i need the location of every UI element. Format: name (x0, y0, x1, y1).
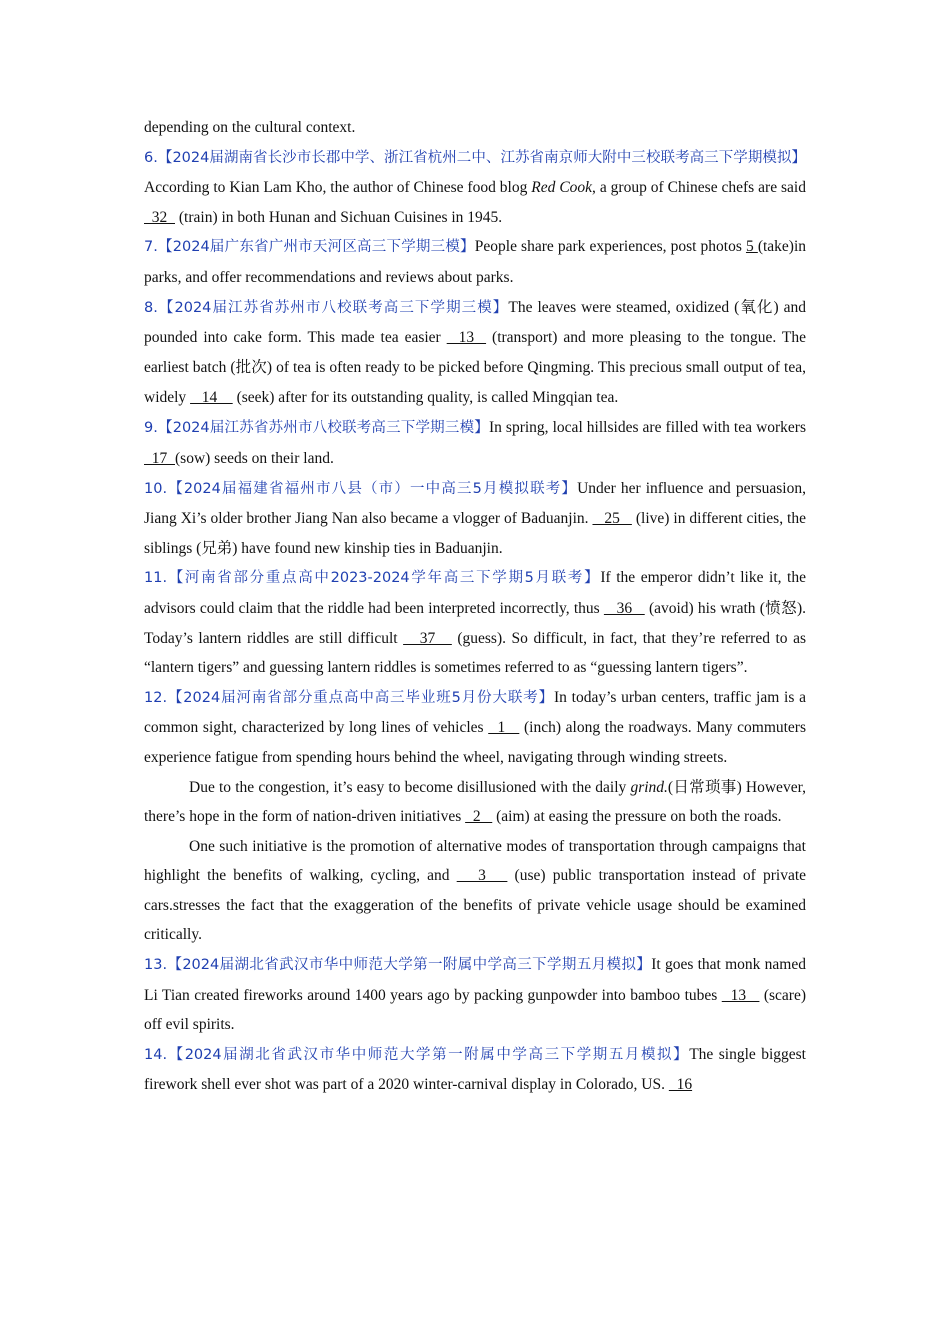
q11-blank-1: 36 (603, 599, 645, 617)
q12-number: 12. (144, 689, 168, 706)
question-6 (144, 143, 806, 233)
question-11 (144, 563, 806, 682)
q6-blog-name: Red Cook (531, 179, 593, 197)
q7-text-2: (take)in parks, and offer recommendations and reviews about parks. (144, 238, 807, 286)
q12-source: 【2024届河南省部分重点高中高三毕业班5月份大联考】 (167, 689, 554, 706)
q12-p3-text-2: (use) public transportation instead of private cars.stresses the fact that the exaggeration of the benefits of private vehicle usage should be examined critically. (144, 867, 807, 944)
q6-source: 【2024届湖南省长沙市长郡中学、浙江省杭州二中、江苏省南京师大附中三校联考高三下学期模拟】 (157, 149, 806, 166)
q13-source: 【2024届湖北省武汉市华中师范大学第一附属中学高三下学期五月模拟】 (167, 957, 652, 974)
q12-p2-italic: grind. (630, 778, 668, 796)
question-10 (144, 474, 806, 564)
q11-text-3: (guess). So difficult, in fact, that they’re referred to as “lantern tigers” and guessing lantern riddles is sometimes referred to as “guessing lantern tigers”. (144, 629, 806, 677)
q14-number: 14. (144, 1046, 168, 1063)
intro-line (144, 113, 806, 143)
q13-text-2: (scare) off evil spirits. (144, 986, 807, 1034)
q6-text-3: (train) in both Hunan and Sichuan Cuisines in 1945. (175, 208, 503, 226)
q13-number: 13. (144, 957, 168, 974)
q11-text-2: (avoid) his wrath (愤怒). Today’s lantern riddles are still difficult (144, 599, 806, 647)
q12-p2-text-3: (aim) at easing the pressure on both the roads. (492, 808, 782, 826)
q14-source: 【2024届湖北省武汉市华中师范大学第一附属中学高三下学期五月模拟】 (167, 1046, 690, 1063)
q8-text-2: (transport) and more pleasing to the tongue. The earliest batch (批次) of tea is often ready to be picked before Qingming. This precious small output of tea, widely (144, 328, 806, 407)
q14-text-1: The single biggest firework shell ever shot was part of a 2020 winter-carnival display in Colorado, US. (144, 1045, 806, 1094)
q6-number: 6. (144, 149, 158, 166)
q8-source: 【2024届江苏省苏州市八校联考高三下学期三模】 (157, 299, 509, 316)
q12-p2-text-2: (日常琐事) However, there’s hope in the form of nation-driven initiatives (144, 778, 806, 826)
q7-blank: 5 (745, 238, 758, 256)
q6-text-2: , a group of Chinese chefs are said (592, 179, 806, 197)
q7-source: 【2024届广东省广州市天河区高三下学期三模】 (157, 239, 475, 256)
q12-text-1: In today’s urban centers, traffic jam is a common sight, characterized by long lines of vehicles (144, 688, 807, 737)
q13-blank: 13 (721, 986, 760, 1004)
q13-text-1: It goes that monk named Li Tian created fireworks around 1400 years ago by packing gunpowder into bamboo tubes (144, 956, 806, 1004)
q11-source: 【河南省部分重点高中2023-2024学年高三下学期5月联考】 (167, 570, 601, 587)
q11-blank-2: 37 (403, 629, 452, 647)
q10-number: 10. (144, 480, 168, 497)
q6-blank: 32 (144, 208, 175, 226)
q10-blank: 25 (592, 510, 632, 528)
q8-number: 8. (144, 299, 158, 316)
q10-source: 【2024届福建省福州市八县（市）一中高三5月模拟联考】 (167, 480, 578, 497)
q12-p2-text-1: Due to the congestion, it’s easy to become disillusioned with the daily (189, 778, 631, 796)
q12-blank-3: 3 (456, 867, 508, 885)
q9-blank: 17 (144, 449, 175, 467)
q7-number: 7. (144, 239, 158, 256)
q12-blank-2: 2 (465, 808, 493, 826)
q12-blank-1: 1 (488, 719, 520, 737)
q8-text-3: (seek) after for its outstanding quality, is called Mingqian tea. (232, 389, 619, 407)
q8-blank-2: 14 (190, 389, 233, 407)
q9-text-1: In spring, local hillsides are filled with tea workers (488, 419, 806, 437)
q8-blank-1: 13 (446, 328, 487, 346)
q10-text-2: (live) in different cities, the siblings (兄弟) have found new kinship ties in Baduanjin. (144, 510, 806, 557)
q14-blank: 16 (668, 1076, 693, 1094)
q8-text-1: The leaves were steamed, oxidized (氧化) and pounded into cake form. This made tea easier (144, 298, 806, 346)
q11-text-1: If the emperor didn’t like it, the advisors could claim that the riddle had been interpreted incorrectly, thus (144, 569, 806, 617)
question-12-paragraph-2 (144, 773, 806, 832)
question-12 (144, 683, 806, 773)
q7-text-1: People share park experiences, post photos (474, 238, 746, 256)
question-13 (144, 950, 806, 1040)
question-7 (144, 232, 806, 292)
question-12-paragraph-3 (144, 832, 806, 950)
q10-text-1: Under her influence and persuasion, Jiang Xi’s older brother Jiang Nan also became a vlogger of Baduanjin. (144, 479, 806, 528)
q9-number: 9. (144, 420, 158, 437)
question-9 (144, 413, 806, 473)
q9-text-2: (sow) seeds on their land. (175, 449, 334, 467)
q12-text-2: (inch) along the roadways. Many commuters experience fatigue from spending hours behind the wheel, navigating through winding streets. (144, 719, 807, 766)
q6-text-1: According to Kian Lam Kho, the author of Chinese food blog (144, 179, 532, 197)
intro-text: depending on the cultural context. (144, 119, 356, 136)
q9-source: 【2024届江苏省苏州市八校联考高三下学期三模】 (157, 420, 489, 437)
question-8 (144, 293, 806, 414)
question-14 (144, 1040, 806, 1100)
q12-p3-text-1: One such initiative is the promotion of alternative modes of transportation through campaigns that highlight the benefits of walking, cycling, and (144, 837, 806, 885)
q11-number: 11. (144, 570, 168, 587)
